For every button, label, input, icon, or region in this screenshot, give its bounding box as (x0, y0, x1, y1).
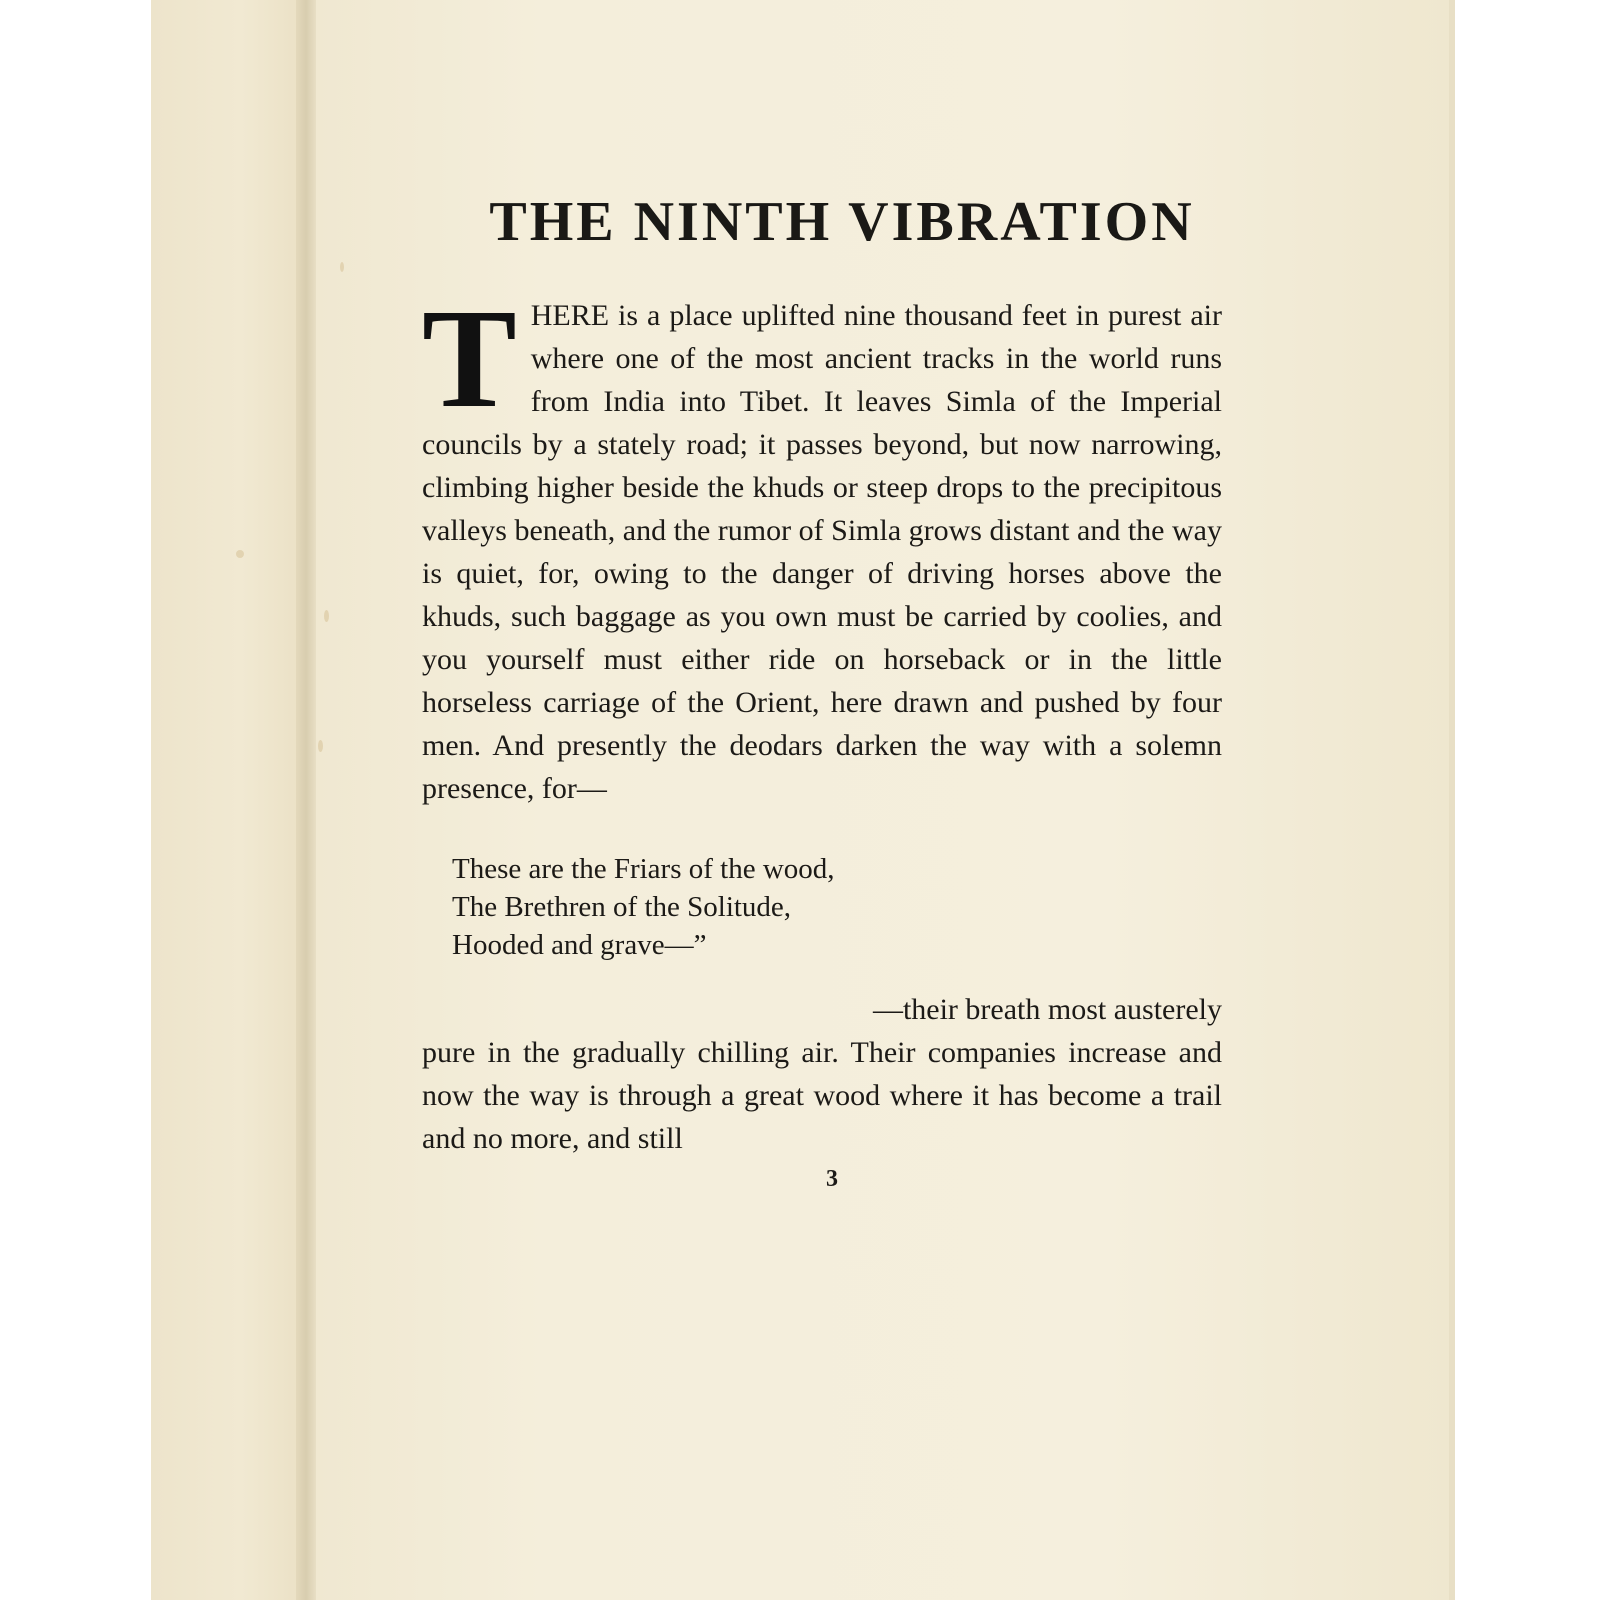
left-page (151, 0, 301, 1600)
continuation-lead: —their breath most austerely (872, 993, 1222, 1026)
verse-line: The Brethren of the Solitude, (452, 891, 792, 923)
verse-quote (452, 850, 1222, 964)
paragraph-text: HERE is a place uplifted nine thousand feet in purest air where one of the most ancient tracks in the world runs from India into Tibet. It leaves Simla of the Imperial councils by a stately road; it passes beyond, but now narrowing, climbing higher beside the khuds or steep drops to the precipitous valleys beneath, and the rumor of Simla grows distant and the way is quiet, for, owing to the danger of driving horses above the khuds, such baggage as you own must be carried by coolies, and you yourself must either ride on horseback or in the little horseless carriage of the Orient, here drawn and pushed by four men. And presently the deodars darken the way with a solemn presence, for— (422, 299, 1222, 805)
foxing-spot (324, 610, 329, 622)
chapter-title: THE NINTH VIBRATION (489, 191, 1195, 253)
verse-line: Hooded and grave—” (452, 929, 707, 961)
page-text (422, 190, 1222, 1193)
foxing-spot (340, 262, 344, 272)
book-gutter (296, 0, 318, 1600)
drop-cap: T (422, 279, 517, 437)
verse-line: These are the Friars of the wood, (452, 853, 835, 885)
page-edge (1449, 0, 1455, 1600)
page-number: 3 (826, 1166, 838, 1192)
continuation-paragraph: pure in the gradually chilling air. Their companies increase and now the way is through a great wood where it has become a trail and no more, and still (422, 1036, 1222, 1155)
foxing-spot (236, 550, 244, 558)
opening-paragraph (422, 279, 1222, 810)
foxing-spot (318, 740, 323, 752)
